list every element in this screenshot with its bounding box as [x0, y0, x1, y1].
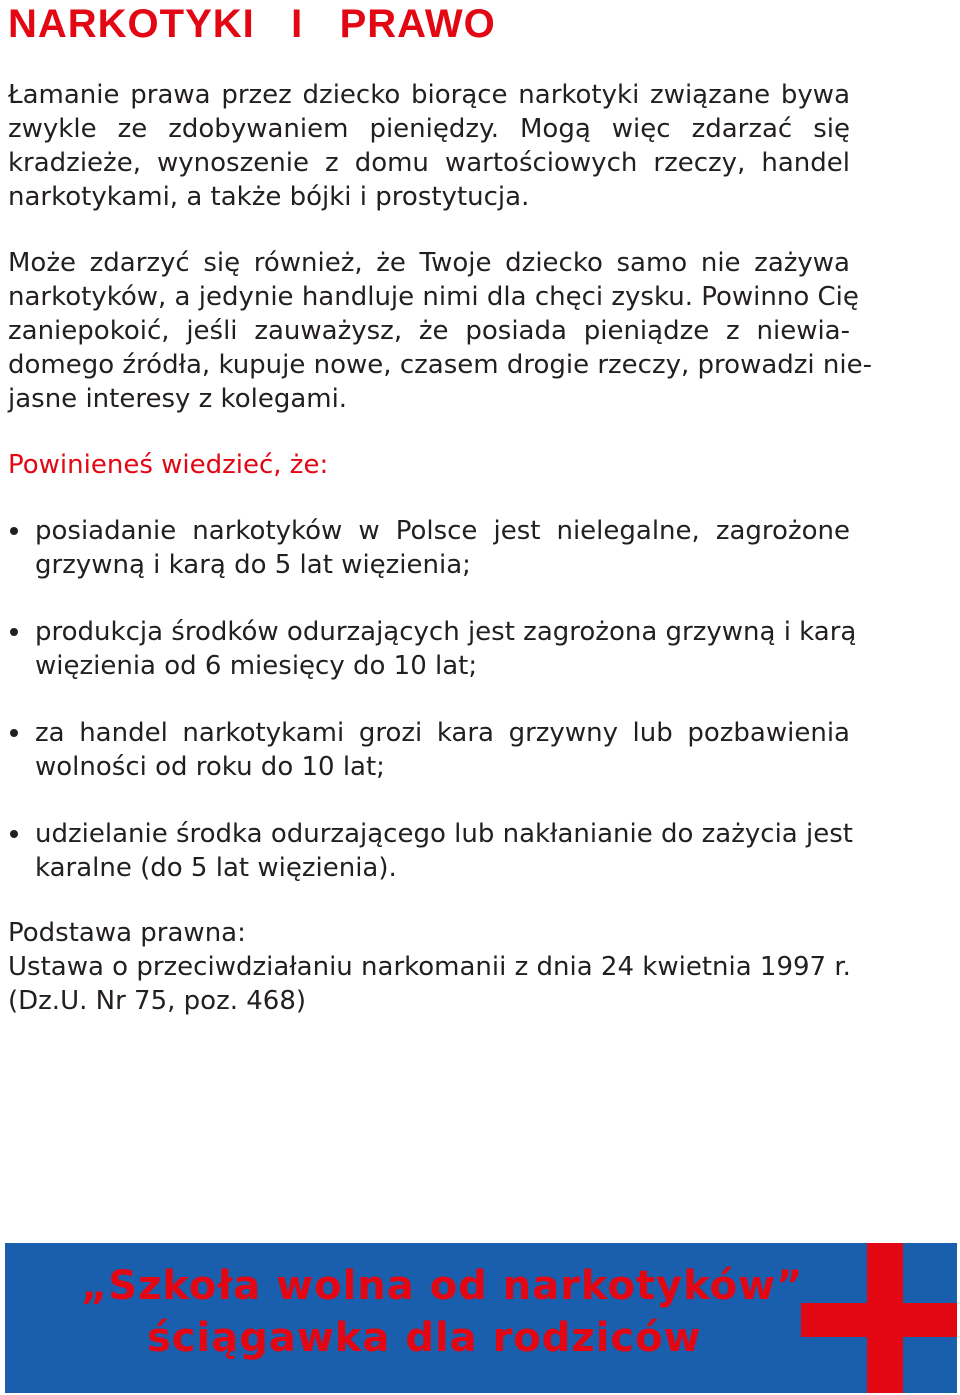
legal-basis-label: Podstawa prawna: — [8, 918, 246, 948]
banner-slogan: „Szkoła wolna od narkotyków” — [81, 1263, 804, 1309]
paragraph-dealing — [8, 246, 872, 416]
bullet-icon — [10, 729, 18, 737]
red-cross-bar — [801, 1303, 957, 1337]
list-item — [8, 817, 853, 885]
text-line: produkcja środków odurzających jest zagrożona grzywną i karą — [35, 617, 857, 647]
text-line: Może zdarzyć się również, że Twoje dziecko samo nie zażywa — [8, 248, 850, 278]
page-title: NARKOTYKI I PRAWO — [8, 2, 496, 46]
text-line: za handel narkotykami grozi kara grzywny lub pozbawienia — [35, 718, 850, 748]
banner-subtitle: ściągawka dla rodziców — [147, 1315, 702, 1361]
text-line: domego źródła, kupuje nowe, czasem drogie rzeczy, prowadzi nie- — [8, 350, 872, 380]
text-line: grzywną i karą do 5 lat więzienia; — [35, 550, 471, 580]
legal-facts-list — [8, 514, 857, 918]
text-line: zaniepokoić, jeśli zauważysz, że posiada pieniądze z niewia- — [8, 316, 850, 346]
campaign-banner — [5, 1243, 957, 1393]
text-line: zwykle ze zdobywaniem pieniędzy. Mogą więc zdarzać się — [8, 114, 850, 144]
text-line: posiadanie narkotyków w Polsce jest nielegalne, zagrożone — [35, 516, 850, 546]
text-line: więzienia od 6 miesięcy do 10 lat; — [35, 651, 478, 681]
bullet-icon — [10, 628, 18, 636]
legal-reference: (Dz.U. Nr 75, poz. 468) — [8, 986, 307, 1016]
text-line: jasne interesy z kolegami. — [8, 384, 348, 414]
bullet-icon — [10, 830, 18, 838]
list-item — [8, 615, 857, 683]
text-line: udzielanie środka odurzającego lub nakłanianie do zażycia jest — [35, 819, 853, 849]
section-subheading: Powinieneś wiedzieć, że: — [8, 450, 329, 480]
text-line: narkotykami, a także bójki i prostytucja. — [8, 182, 530, 212]
text-line: kradzieże, wynoszenie z domu wartościowych rzeczy, handel — [8, 148, 850, 178]
text-line: narkotyków, a jedynie handluje nimi dla chęci zysku. Powinno Cię — [8, 282, 859, 312]
text-line: karalne (do 5 lat więzienia). — [35, 853, 397, 883]
text-line: Łamanie prawa przez dziecko biorące narkotyki związane bywa — [8, 80, 850, 110]
legal-act-title: Ustawa o przeciwdziałaniu narkomanii z dnia 24 kwietnia 1997 r. — [8, 952, 851, 982]
paragraph-intro — [8, 78, 850, 214]
list-item — [8, 716, 850, 784]
list-item — [8, 514, 850, 582]
legal-basis — [8, 916, 851, 1018]
text-line: wolności od roku do 10 lat; — [35, 752, 385, 782]
bullet-icon — [10, 527, 18, 535]
